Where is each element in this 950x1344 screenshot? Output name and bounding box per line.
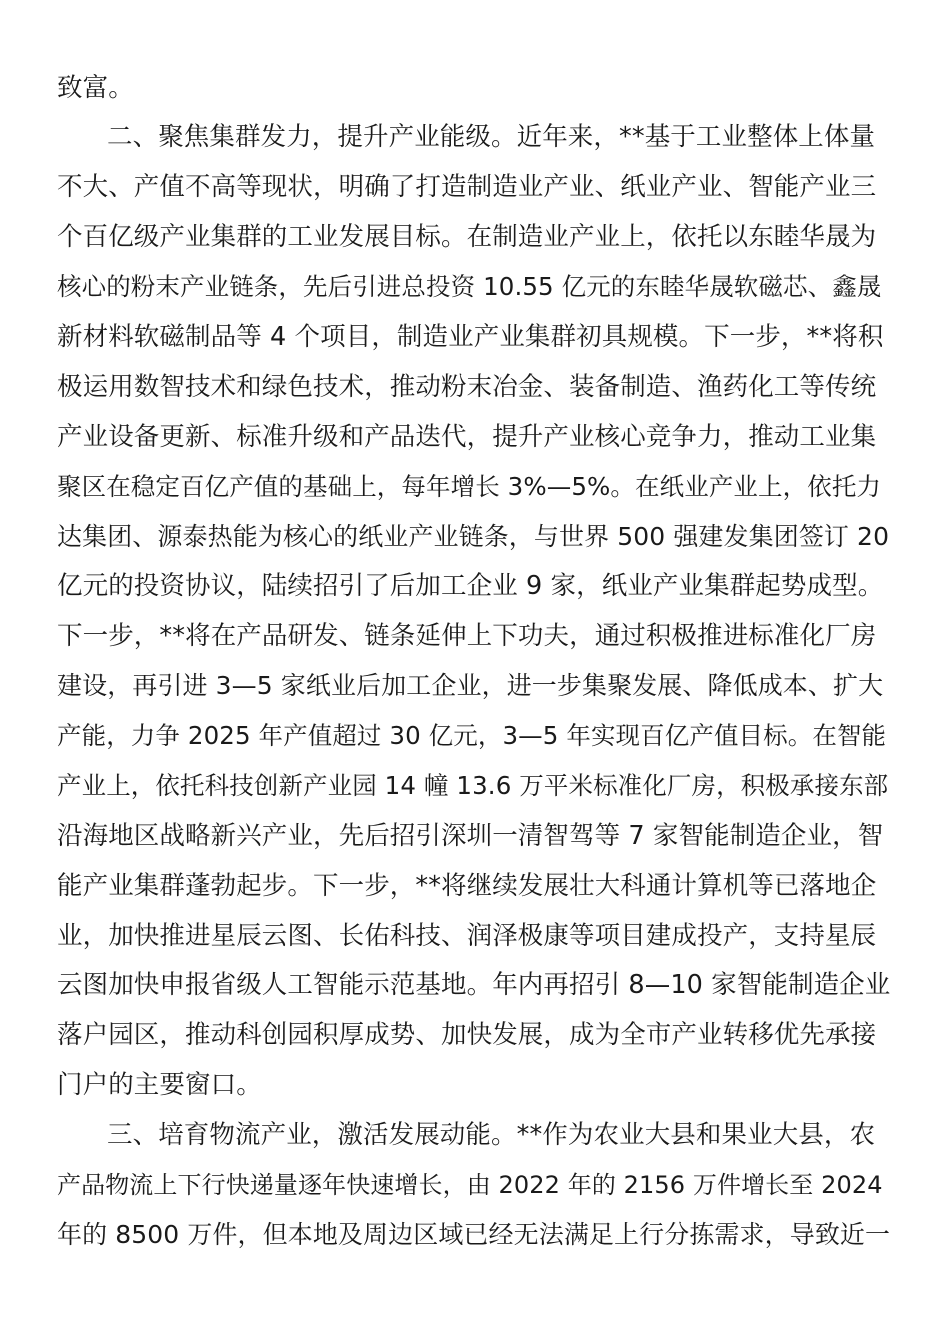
text-line: 云图加快申报省级人工智能示范基地。年内再招引 8—10 家智能制造企业 xyxy=(57,970,891,1000)
text-line: 下一步，**将在产品研发、链条延伸上下功夫，通过积极推进标准化厂房 xyxy=(57,621,877,651)
text-line: 产品物流上下行快递量逐年快速增长，由 2022 年的 2156 万件增长至 2024 xyxy=(57,1171,883,1199)
text-line: 能产业集群蓬勃起步。下一步，**将继续发展壮大科通计算机等已落地企 xyxy=(57,871,877,901)
text-line: 落户园区，推动科创园积厚成势、加快发展，成为全市产业转移优先承接 xyxy=(57,1020,877,1050)
text-line: 亿元的投资协议，陆续招引了后加工企业 9 家，纸业产业集群起势成型。 xyxy=(57,571,884,601)
text-line: 产业上，依托科技创新产业园 14 幢 13.6 万平米标准化厂房，积极承接东部 xyxy=(57,771,889,800)
text-line: 业，加快推进星辰云图、长佑科技、润泽极康等项目建成投产，支持星辰 xyxy=(57,921,877,951)
text-line: 致富。 xyxy=(57,73,134,103)
text-line: 达集团、源泰热能为核心的纸业产业链条，与世界 500 强建发集团签订 20 xyxy=(57,522,890,551)
section-heading-line: 二、聚焦集群发力，提升产业能级。近年来，**基于工业整体上体量 xyxy=(107,122,876,152)
text-line: 产业设备更新、标准升级和产品迭代，提升产业核心竞争力，推动工业集 xyxy=(57,422,877,452)
text-line: 产能，力争 2025 年产值超过 30 亿元，3—5 年实现百亿产值目标。在智能 xyxy=(57,721,887,750)
text-line: 门户的主要窗口。 xyxy=(57,1070,262,1100)
text-line: 极运用数智技术和绿色技术，推动粉末冶金、装备制造、渔药化工等传统 xyxy=(57,372,877,402)
section-heading-line: 三、培育物流产业，激活发展动能。**作为农业大县和果业大县，农 xyxy=(107,1120,876,1150)
text-line: 年的 8500 万件，但本地及周边区域已经无法满足上行分拣需求，导致近一 xyxy=(57,1220,891,1249)
text-line: 聚区在稳定百亿产值的基础上，每年增长 3%—5%。在纸业产业上，依托力 xyxy=(57,472,882,501)
text-line: 新材料软磁制品等 4 个项目，制造业产业集群初具规模。下一步，**将积 xyxy=(57,322,884,352)
text-line: 个百亿级产业集群的工业发展目标。在制造业产业上，依托以东睦华晟为 xyxy=(57,222,877,252)
text-line: 核心的粉末产业链条，先后引进总投资 10.55 亿元的东睦华晟软磁芯、鑫晟 xyxy=(57,272,882,301)
text-line: 沿海地区战略新兴产业，先后招引深圳一清智驾等 7 家智能制造企业，智 xyxy=(57,821,884,851)
text-line: 建设，再引进 3—5 家纸业后加工企业，进一步集聚发展、降低成本、扩大 xyxy=(57,671,884,700)
text-line: 不大、产值不高等现状，明确了打造制造业产业、纸业产业、智能产业三 xyxy=(57,172,877,202)
